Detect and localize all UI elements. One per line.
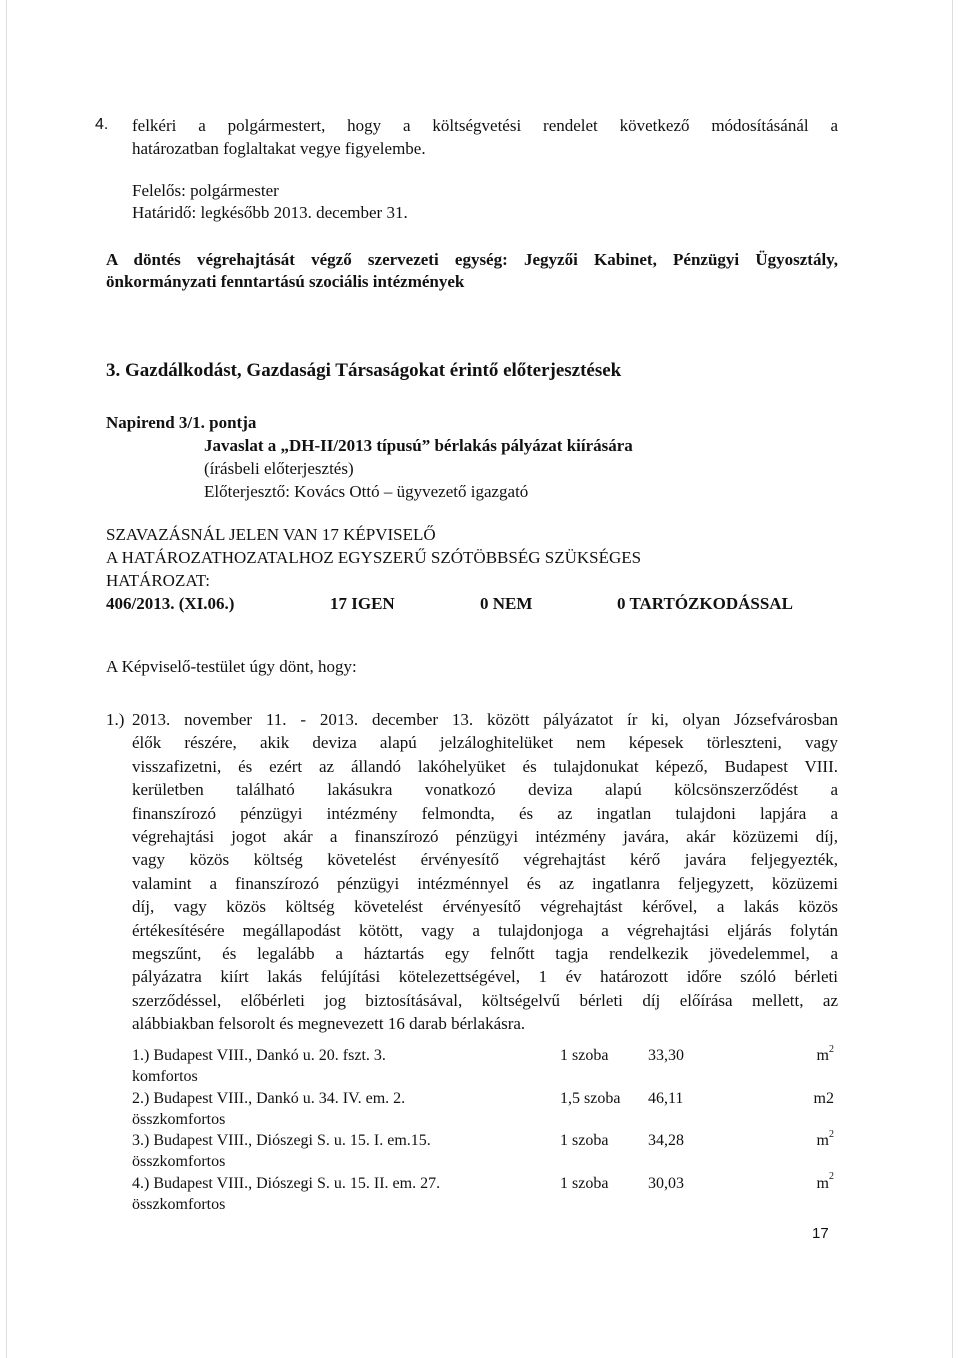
decision-line: vagy közös költség követelést érvényesítő végrehajtást kérő javára feljegyezték,	[132, 850, 838, 870]
apartment-unit-text: m2	[813, 1089, 834, 1107]
apartment-area: 34,28	[648, 1132, 684, 1149]
apartment-unit-superscript: 2	[829, 1043, 834, 1055]
agenda-title: Javaslat a „DH-II/2013 típusú” bérlakás pályázat kiírására	[204, 436, 633, 455]
decision-line: végrehajtási jogot akár a finanszírozó pénzügyi intézmény javára, akár közüzemi díj,	[132, 827, 838, 846]
responsible: Felelős: polgármester	[132, 181, 279, 200]
apartment-address: 2.) Budapest VIII., Dankó u. 34. IV. em. 2.	[132, 1089, 406, 1107]
agenda-presenter: Előterjesztő: Kovács Ottó – ügyvezető igazgató	[204, 482, 529, 501]
apartment-rooms: 1 szoba	[560, 1047, 609, 1064]
apartment-area: 33,30	[648, 1047, 684, 1064]
vote-abstain: 0 TARTÓZKODÁSSAL	[617, 594, 793, 613]
apartment-unit-text: m	[816, 1132, 829, 1149]
vote-no: 0 NEM	[480, 594, 533, 613]
apartment-comfort: összkomfortos	[132, 1110, 226, 1128]
resolution-number: 406/2013. (XI.06.)	[106, 594, 235, 613]
apartment-unit-superscript: 2	[829, 1171, 834, 1183]
apartment-address: 4.) Budapest VIII., Diószegi S. u. 15. II. em. 27.	[132, 1174, 441, 1192]
apartment-unit	[780, 1171, 834, 1193]
apartment-address: 1.) Budapest VIII., Dankó u. 20. fszt. 3.	[132, 1047, 386, 1064]
apartment-unit	[780, 1043, 834, 1065]
resolution-label: HATÁROZAT:	[106, 571, 210, 590]
apartment-rooms: 1,5 szoba	[560, 1089, 621, 1107]
section-title: 3. Gazdálkodást, Gazdasági Társaságokat érintő előterjesztések	[106, 360, 622, 381]
agenda-label: Napirend 3/1. pontja	[106, 413, 257, 432]
apartment-unit-superscript: 2	[829, 1128, 834, 1140]
page-number: 17	[812, 1225, 829, 1242]
decision-line: élők részére, akik deviza alapú jelzáloghitelüket nem képesek törleszteni, vagy	[132, 733, 838, 753]
apartment-unit-text: m	[816, 1047, 829, 1064]
apartment-unit	[780, 1090, 834, 1108]
apartment-comfort: komfortos	[132, 1068, 198, 1085]
decision-line: megszűnt, és legalább a háztartás egy felnőtt tagja rendelkezik jövedelemmel, a	[132, 944, 838, 963]
decision-line: kerületben található lakásukra vonatkozó deviza alapú kölcsönszerződést a	[132, 780, 838, 800]
exec-unit-line2: önkormányzati fenntartású szociális intézmények	[106, 272, 465, 291]
vote-majority: A HATÁROZATHOZATALHOZ EGYSZERŰ SZÓTÖBBSÉG SZÜKSÉGES	[106, 548, 642, 567]
scan-edge-right	[952, 0, 953, 1358]
vote-yes: 17 IGEN	[330, 594, 395, 613]
apartment-comfort: összkomfortos	[132, 1195, 226, 1213]
vote-present: SZAVAZÁSNÁL JELEN VAN 17 KÉPVISELŐ	[106, 525, 436, 544]
apartment-comfort: összkomfortos	[132, 1153, 226, 1170]
decision-number: 1.)	[106, 710, 125, 729]
item4-line2: határozatban foglaltakat vegye figyelembe.	[132, 139, 426, 158]
decision-line: értékesítésére megállapodást kötött, vagy a tulajdonjoga a végrehajtási eljárás folytán	[132, 920, 838, 940]
item-number: 4.	[95, 116, 109, 133]
decision-line: finanszírozó pénzügyi intézmény felmondta, és az ingatlan tulajdoni lapjára a	[132, 803, 838, 823]
apartment-unit-text: m	[816, 1174, 829, 1192]
agenda-type: (írásbeli előterjesztés)	[204, 459, 354, 478]
decision-line: 2013. november 11. - 2013. december 13. között pályázatot ír ki, olyan Józsefvárosban	[132, 710, 838, 729]
decision-line: pályázatra kiírt lakás felújítási kötelezettségével, 1 év határozott időre szóló bérleti	[132, 967, 838, 987]
decision-intro: A Képviselő-testület úgy dönt, hogy:	[106, 657, 357, 676]
apartment-rooms: 1 szoba	[560, 1174, 609, 1192]
apartment-rooms: 1 szoba	[560, 1132, 609, 1149]
decision-line: alábbiakban felsorolt és megnevezett 16 darab bérlakásra.	[132, 1014, 526, 1034]
apartment-unit	[780, 1128, 834, 1150]
apartment-area: 30,03	[648, 1174, 684, 1192]
apartment-address: 3.) Budapest VIII., Diószegi S. u. 15. I. em.15.	[132, 1132, 431, 1149]
deadline: Határidő: legkésőbb 2013. december 31.	[132, 203, 408, 222]
item4-line1: felkéri a polgármestert, hogy a költségvetési rendelet következő módosításánál a	[132, 116, 838, 135]
scan-edge-left	[6, 0, 7, 1358]
apartment-area: 46,11	[648, 1089, 684, 1107]
decision-line: valamint a finanszírozó pénzügyi intézménnyel és az ingatlanra feljegyzett, közüzemi	[132, 873, 838, 893]
decision-line: szerződéssel, előbérleti jog biztosításával, költségelvű bérleti díj előírása mellett, az	[132, 990, 838, 1010]
exec-unit-line1: A döntés végrehajtását végző szervezeti egység: Jegyzői Kabinet, Pénzügyi Ügyosztály,	[106, 250, 838, 269]
decision-line: díj, vagy közös költség követelést érvényesítő végrehajtást kérővel, a lakás közös	[132, 897, 838, 917]
decision-line: visszafizetni, és ezért az állandó lakóhelyüket és tulajdonukat képező, Budapest VIII.	[132, 756, 838, 776]
